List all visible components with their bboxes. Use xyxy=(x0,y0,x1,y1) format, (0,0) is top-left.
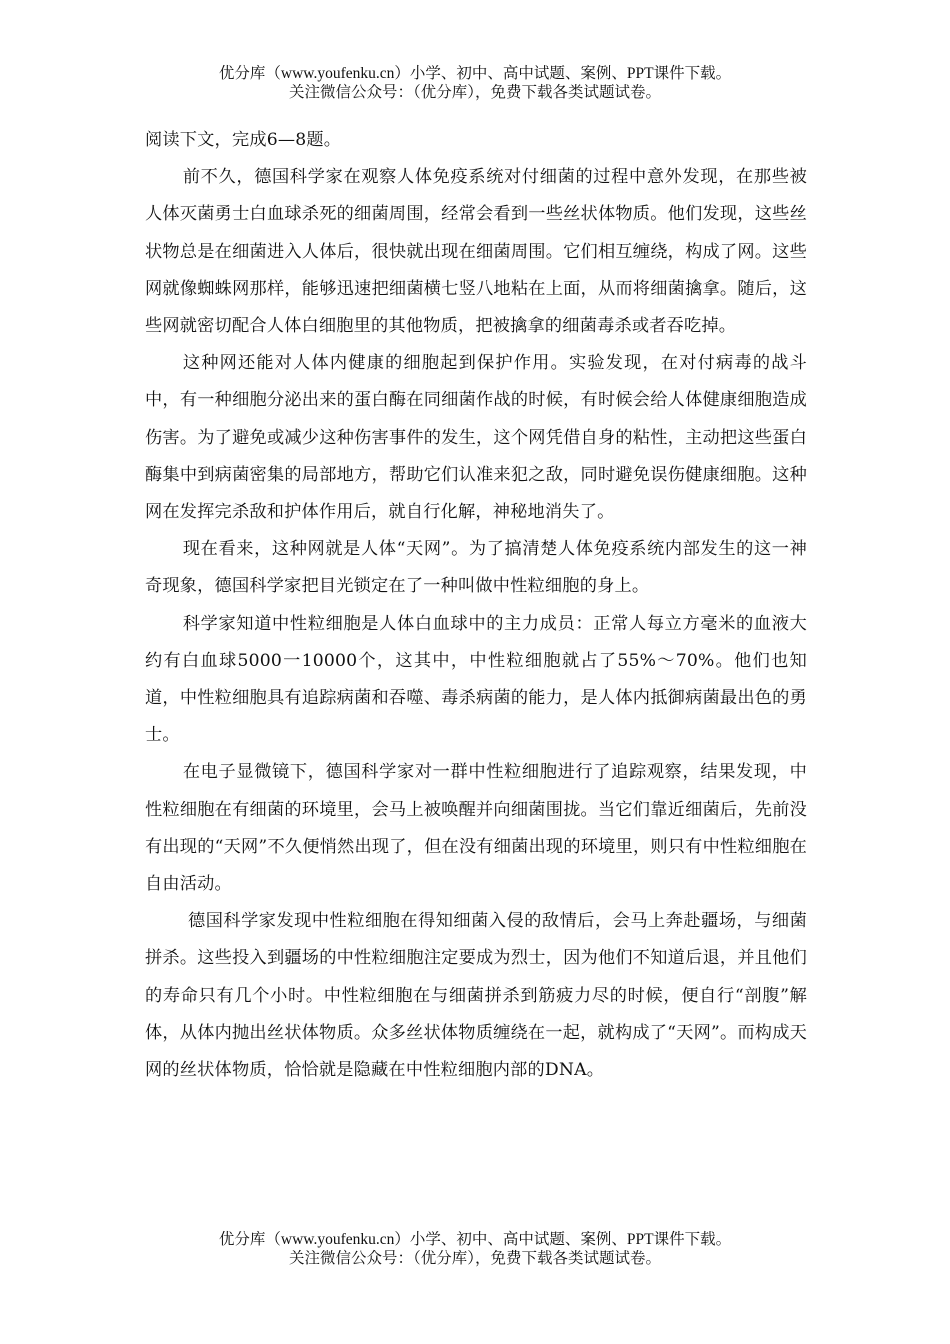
page-header xyxy=(0,64,950,102)
paragraph-2: 这种网还能对人体内健康的细胞起到保护作用。实验发现，在对付病毒的战斗中，有一种细胞分泌出来的蛋白酶在同细菌作战的时候，有时候会给人体健康细胞造成伤害。为了避免或减少这种伤害事件的发生，这个网凭借自身的粘性，主动把这些蛋白酶集中到病菌密集的局部地方，帮助它们认准来犯之敌，同时避免误伤健康细胞。这种网在发挥完杀敌和护体作用后，就自行化解，神秘地消失了。 xyxy=(145,353,807,523)
footer-wechat-line: 关注微信公众号：（优分库），免费下载各类试题试卷。 xyxy=(288,1250,661,1267)
reading-passage xyxy=(145,122,807,1089)
paragraph-5: 在电子显微镜下，德国科学家对一群中性粒细胞进行了追踪观察，结果发现，中性粒细胞在有细菌的环境里，会马上被唤醒并向细菌围拢。当它们靠近细菌后，先前没有出现的“天网”不久便悄然出现了，但在没有细菌出现的环境里，则只有中性粒细胞在自由活动。 xyxy=(145,762,807,895)
paragraph-3: 现在看来，这种网就是人体“天网”。为了搞清楚人体免疫系统内部发生的这一神奇现象，德国科学家把目光锁定在了一种叫做中性粒细胞的身上。 xyxy=(145,539,807,597)
header-site-line: 优分库（www.youfenku.cn）小学、初中、高中试题、案例、PPT课件下载。 xyxy=(218,65,732,82)
page-footer xyxy=(0,1230,950,1268)
instruction-text: 阅读下文，完成6—8题。 xyxy=(145,130,342,150)
header-wechat-line: 关注微信公众号：（优分库），免费下载各类试题试卷。 xyxy=(288,84,661,101)
footer-site-line: 优分库（www.youfenku.cn）小学、初中、高中试题、案例、PPT课件下载。 xyxy=(218,1231,732,1248)
paragraph-6: 德国科学家发现中性粒细胞在得知细菌入侵的敌情后，会马上奔赴疆场，与细菌拼杀。这些投入到疆场的中性粒细胞注定要成为烈士，因为他们不知道后退，并且他们的寿命只有几个小时。中性粒细胞在与细菌拼杀到筋疲力尽的时候，便自行“剖腹”解体，从体内抛出丝状体物质。众多丝状体物质缠绕在一起，就构成了“天网”。而构成天网的丝状体物质，恰恰就是隐藏在中性粒细胞内部的DNA。 xyxy=(145,911,807,1081)
paragraph-4: 科学家知道中性粒细胞是人体白血球中的主力成员：正常人每立方毫米的血液大约有白血球5000一10000个，这其中，中性粒细胞就占了55%～70%。他们也知道，中性粒细胞具有追踪病菌和吞噬、毒杀病菌的能力，是人体内抵御病菌最出色的勇士。 xyxy=(145,613,807,746)
paragraph-1: 前不久，德国科学家在观察人体免疫系统对付细菌的过程中意外发现，在那些被人体灭菌勇士白血球杀死的细菌周围，经常会看到一些丝状体物质。他们发现，这些丝状物总是在细菌进入人体后，很快就出现在细菌周围。它们相互缠绕，构成了网。这些网就像蜘蛛网那样，能够迅速把细菌横七竖八地粘在上面，从而将细菌擒拿。随后，这些网就密切配合人体白细胞里的其他物质，把被擒拿的细菌毒杀或者吞吃掉。 xyxy=(145,167,807,337)
